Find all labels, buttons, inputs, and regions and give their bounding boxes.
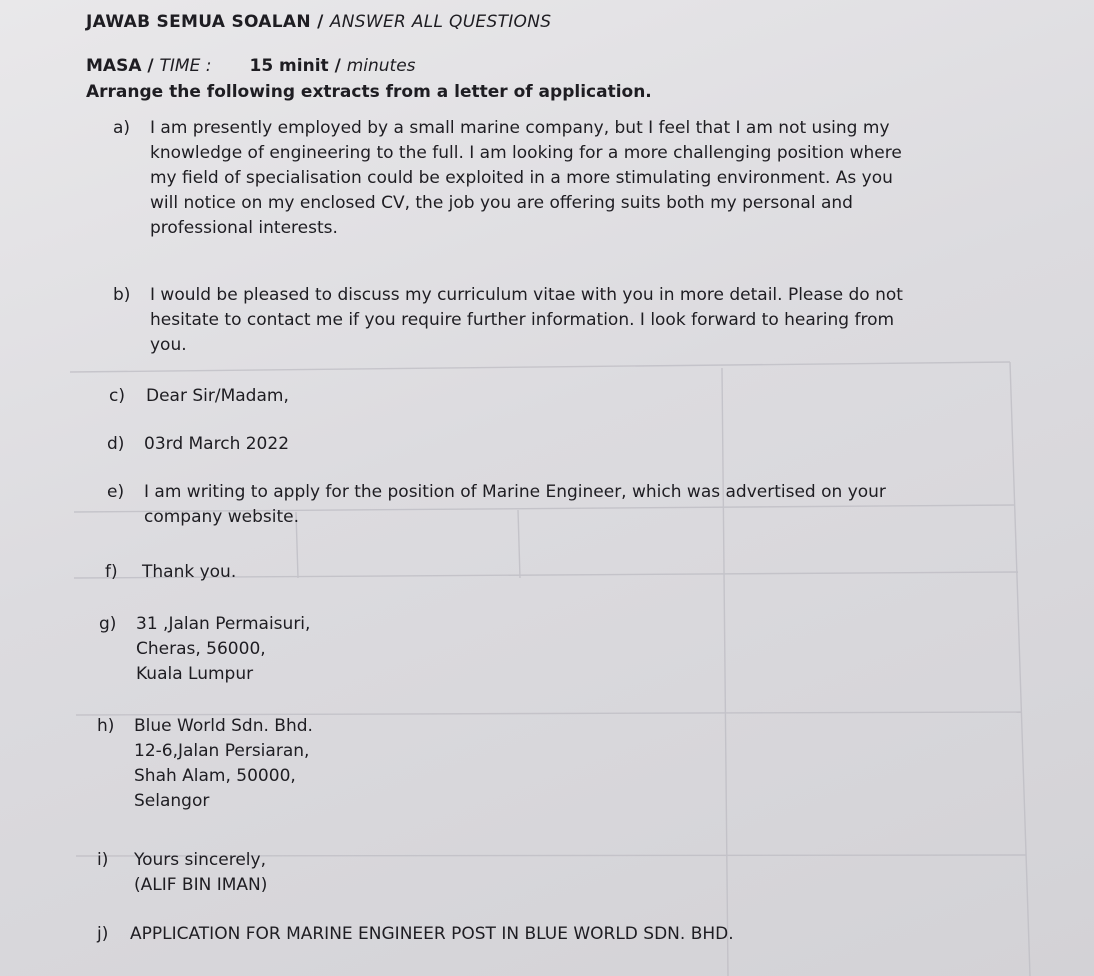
extract-b [113,283,903,358]
heading-english: ANSWER ALL QUESTIONS [329,12,552,32]
extract-text: Dear Sir/Madam, [146,386,289,406]
extract-a [113,116,902,241]
question-instruction: Arrange the following extracts from a letter of application. [86,82,652,102]
extract-text: Thank you. [142,562,237,582]
extract-label: d) [107,434,125,454]
extract-label: h) [97,716,115,736]
extract-text: I am presently employed by a small marine company, but I feel that I am not using my knowledge of engineering to the full. I am looking for a more challenging position where my field of specialisation could be exploited in a more stimulating environment. As you will notice on my enclosed CV, the job you are offering suits both my personal and professional interests. [150,118,902,238]
extract-h [97,714,313,814]
extract-text: 03rd March 2022 [144,434,290,454]
time-value-english: minutes [346,56,416,76]
extract-label: e) [107,482,125,502]
extract-g [99,612,311,687]
exam-heading [86,12,551,32]
time-label-malay: MASA / [86,56,160,76]
extract-text: I would be pleased to discuss my curriculum vitae with you in more detail. Please do not hesitate to contact me if you require further information. I look forward to hearing from you. [150,285,903,355]
extract-label: c) [109,386,125,406]
heading-malay: JAWAB SEMUA SOALAN / [86,12,330,32]
time-value-malay: 15 minit / [249,56,347,76]
extract-text: APPLICATION FOR MARINE ENGINEER POST IN BLUE WORLD SDN. BHD. [130,924,734,944]
extract-label: b) [113,285,131,305]
extract-c [109,384,289,409]
extract-i [97,848,268,898]
extract-text: Yours sincerely, (ALIF BIN IMAN) [134,850,268,895]
extract-label: f) [105,562,118,582]
extract-label: a) [113,118,131,138]
extract-label: i) [97,850,109,870]
extract-d [107,432,290,457]
extract-f [105,560,237,585]
extract-e [107,480,886,530]
time-label-english: TIME : [159,56,212,76]
time-allowed [86,56,416,76]
extract-j [97,922,734,947]
extract-text: I am writing to apply for the position of Marine Engineer, which was advertised on your company website. [144,482,886,527]
extract-label: j) [97,924,109,944]
extract-text: Blue World Sdn. Bhd. 12-6,Jalan Persiaran, Shah Alam, 50000, Selangor [134,716,313,811]
extract-label: g) [99,614,117,634]
extract-text: 31 ,Jalan Permaisuri, Cheras, 56000, Kuala Lumpur [136,614,311,684]
